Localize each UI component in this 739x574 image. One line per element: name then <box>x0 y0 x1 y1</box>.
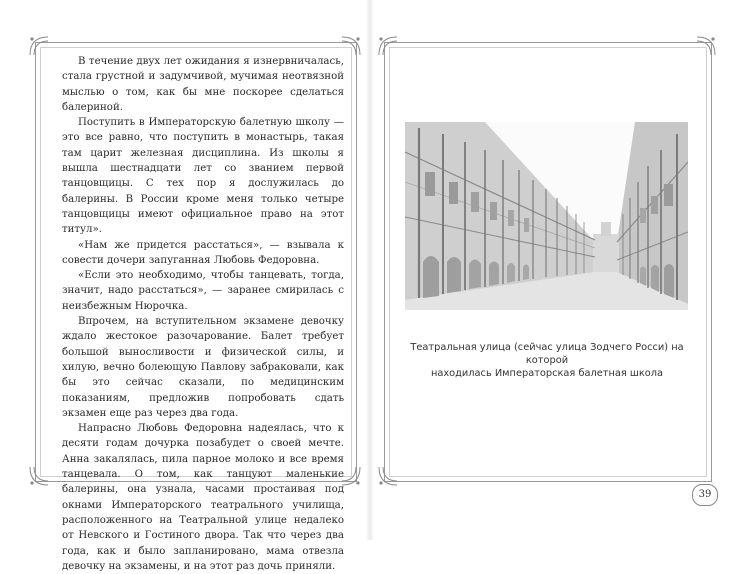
photo-caption <box>400 341 694 380</box>
paragraph: Впрочем, на вступительном экзамене девочку ждало жестокое разочарование. Балет требует большой выносливости и физической силы, и хилую, вечно болеющую Павлову забраковали, как бы это сейчас сказали, по медицинским показаниям, предложив попробовать сдать экзамен еще раз через два года. <box>62 316 344 419</box>
corner-ornament-icon <box>377 465 399 487</box>
paragraph: Поступить в Императорскую балетную школу — это все равно, что поступить в монастырь, такая там царит железная дисциплина. Из школы я вышла шестнадцати лет со званием первой танцовщицы. С тех пор я дослужилась до балерины. В России кроме меня только четыре танцовщицы имеют официальное право на этот титул». <box>62 117 344 236</box>
left-page-text <box>62 54 344 574</box>
paragraph: «Нам же придется расстаться», — взывала к совести дочери запуганная Любовь Федоровна. <box>62 239 344 266</box>
page-number: 39 <box>692 484 718 506</box>
paragraph: В течение двух лет ожидания я изнервничалась, стала грустной и задумчивой, мучимая неотвязной мыслью о том, как бы мне поскорее сделаться балериной. <box>62 56 344 113</box>
caption-line: находилась Императорская балетная школа <box>430 368 664 379</box>
corner-ornament-icon <box>377 35 399 57</box>
corner-ornament-icon <box>28 35 50 57</box>
street-photo-icon <box>405 122 688 310</box>
street-photo <box>405 122 688 310</box>
book-gutter <box>366 0 374 540</box>
corner-ornament-icon <box>695 35 717 57</box>
caption-line: Театральная улица (сейчас улица Зодчего Росси) на которой <box>410 342 684 366</box>
paragraph: Напрасно Любовь Федоровна надеялась, что к десяти годам дочурка позабудет о своей мечте. Анна закалялась, пила парное молоко и все время танцевала. О том, как танцуют маленькие балерины, она узнала, часами простаивая под окнами Императорского театрального училища, расположенного на Театральной улице недалеко от Невского и Гостиного двора. Так что через два года, как и было запланировано, мама отвезла девочку на экзамены, и на этот раз дочь приняли. <box>62 423 344 572</box>
paragraph: «Если это необходимо, чтобы танцевать, тогда, значит, надо расстаться», — заранее смирилась с неизбежным Нюрочка. <box>62 270 344 312</box>
corner-ornament-icon <box>28 465 50 487</box>
